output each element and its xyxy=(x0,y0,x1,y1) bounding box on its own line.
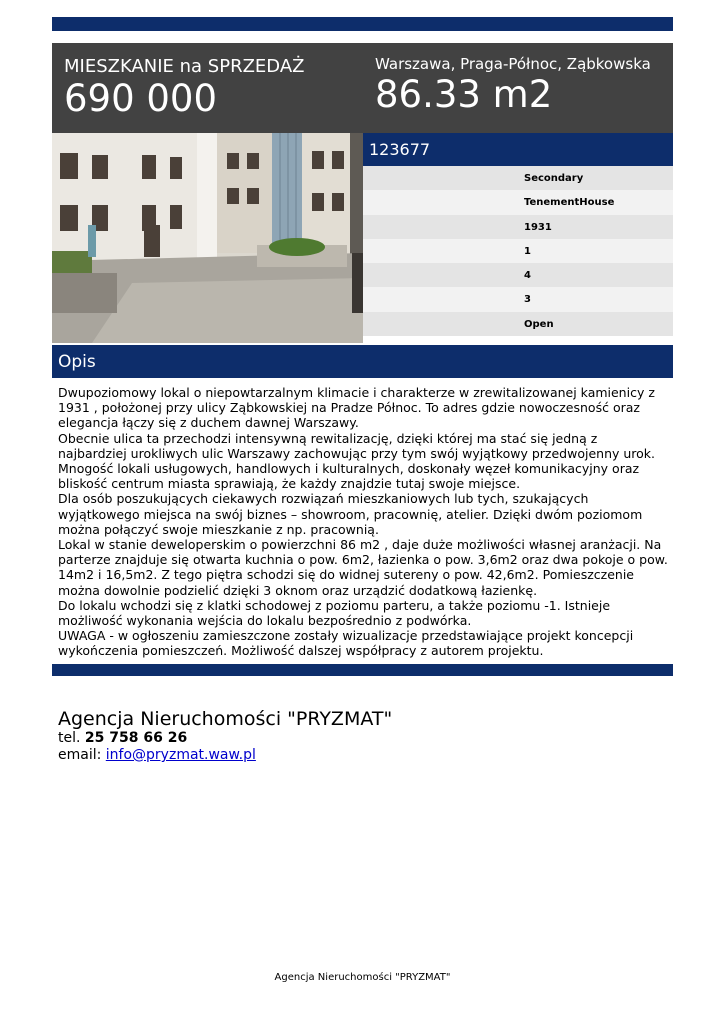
attribute-market: Secondary xyxy=(363,166,673,190)
area: 86.33 m2 xyxy=(375,73,553,116)
page-footer: Agencja Nieruchomości "PRYZMAT" xyxy=(274,972,451,983)
listing-header xyxy=(52,43,673,133)
attribute-floor: 1 xyxy=(363,239,673,263)
description-paragraph: UWAGA - w ogłoszeniu zamieszczone zostały wizualizacje przedstawiające projekt koncepcji wykończenia pomieszczeń. Możliwość dalszej współpracy z autorem projektu. xyxy=(58,628,634,659)
attribute-floors-total: 4 xyxy=(363,263,673,287)
description-header xyxy=(52,345,673,378)
attribute-kitchen: Open xyxy=(363,312,673,336)
agency-phone xyxy=(58,730,187,746)
email-label: email: xyxy=(58,747,106,763)
courtyard-photo xyxy=(52,133,363,343)
property-photo xyxy=(52,133,363,343)
description-paragraph: Dwupoziomowy lokal o niepowtarzalnym klimacie i charakterze w zrewitalizowanej kamienicy z 1931 , położonej przy ulicy Ząbkowskiej na Pradze Północ. To adres gdzie nowoczesność oraz elegancja łączy się z duchem dawnej Warszawy. xyxy=(58,385,655,431)
phone-number: 25 758 66 26 xyxy=(84,730,188,746)
email-link[interactable]: info@pryzmat.waw.pl xyxy=(105,747,256,763)
listing-id-bar xyxy=(363,133,673,166)
attribute-list xyxy=(363,166,673,336)
agency-name: Agencja Nieruchomości "PRYZMAT" xyxy=(58,708,393,730)
location: Warszawa, Praga-Północ, Ząbkowska xyxy=(375,55,651,73)
description-paragraph: Do lokalu wchodzi się z klatki schodowej z poziomu parteru, a także poziomu -1. Istnieje możliwość wykonania wejścia do lokalu bezpośrednio z podwórka. xyxy=(58,597,611,629)
offer-type: MIESZKANIE na SPRZEDAŻ xyxy=(64,56,305,77)
attribute-build-year: 1931 xyxy=(363,215,673,239)
description-paragraph: Mnogość lokali usługowych, handlowych i kulturalnych, doskonały węzeł komunikacyjny oraz bliskość centrum miasta sprawiają, że każdy znajdzie tutaj swoje miejsce. xyxy=(58,461,640,492)
listing-id: 123677 xyxy=(369,140,431,159)
description-title: Opis xyxy=(58,352,96,372)
price: 690 000 xyxy=(64,77,218,120)
description-body xyxy=(58,385,668,659)
agency-email xyxy=(58,747,256,763)
attribute-rooms: 3 xyxy=(363,287,673,311)
top-accent-bar xyxy=(52,17,673,31)
description-paragraph: Lokal w stanie deweloperskim o powierzchni 86 m2 , daje duże możliwości własnej aranżacji. Na parterze znajduje się otwarta kuchnia o pow. 6m2, łazienka o pow. 3,6m2 oraz dwa pokoje o pow. 14m2 i 16,5m2. Z tego piętra schodzi się do widnej sutereny o pow. 42,6m2. Pomieszczenie można dowolnie podzielić dzięki 3 oknom oraz urządzić dodatkową łazienkę. xyxy=(58,537,668,598)
phone-label: tel. xyxy=(58,730,85,746)
section-divider-bar xyxy=(52,664,673,676)
description-paragraph: Dla osób poszukujących ciekawych rozwiązań mieszkaniowych lub tych, szukających wyjątkowego miejsca na swój biznes – showroom, pracownię, atelier. Dzięki dwóm poziomom można połączyć swoje mieszkanie z np. pracownią. xyxy=(58,491,643,537)
description-paragraph: Obecnie ulica ta przechodzi intensywną rewitalizację, dzięki której ma stać się jedną z najbardziej urokliwych ulic Warszawy zachowując przy tym swój wyjątkowy przedwojenny urok. xyxy=(58,430,656,461)
attribute-building-type: TenementHouse xyxy=(363,190,673,214)
